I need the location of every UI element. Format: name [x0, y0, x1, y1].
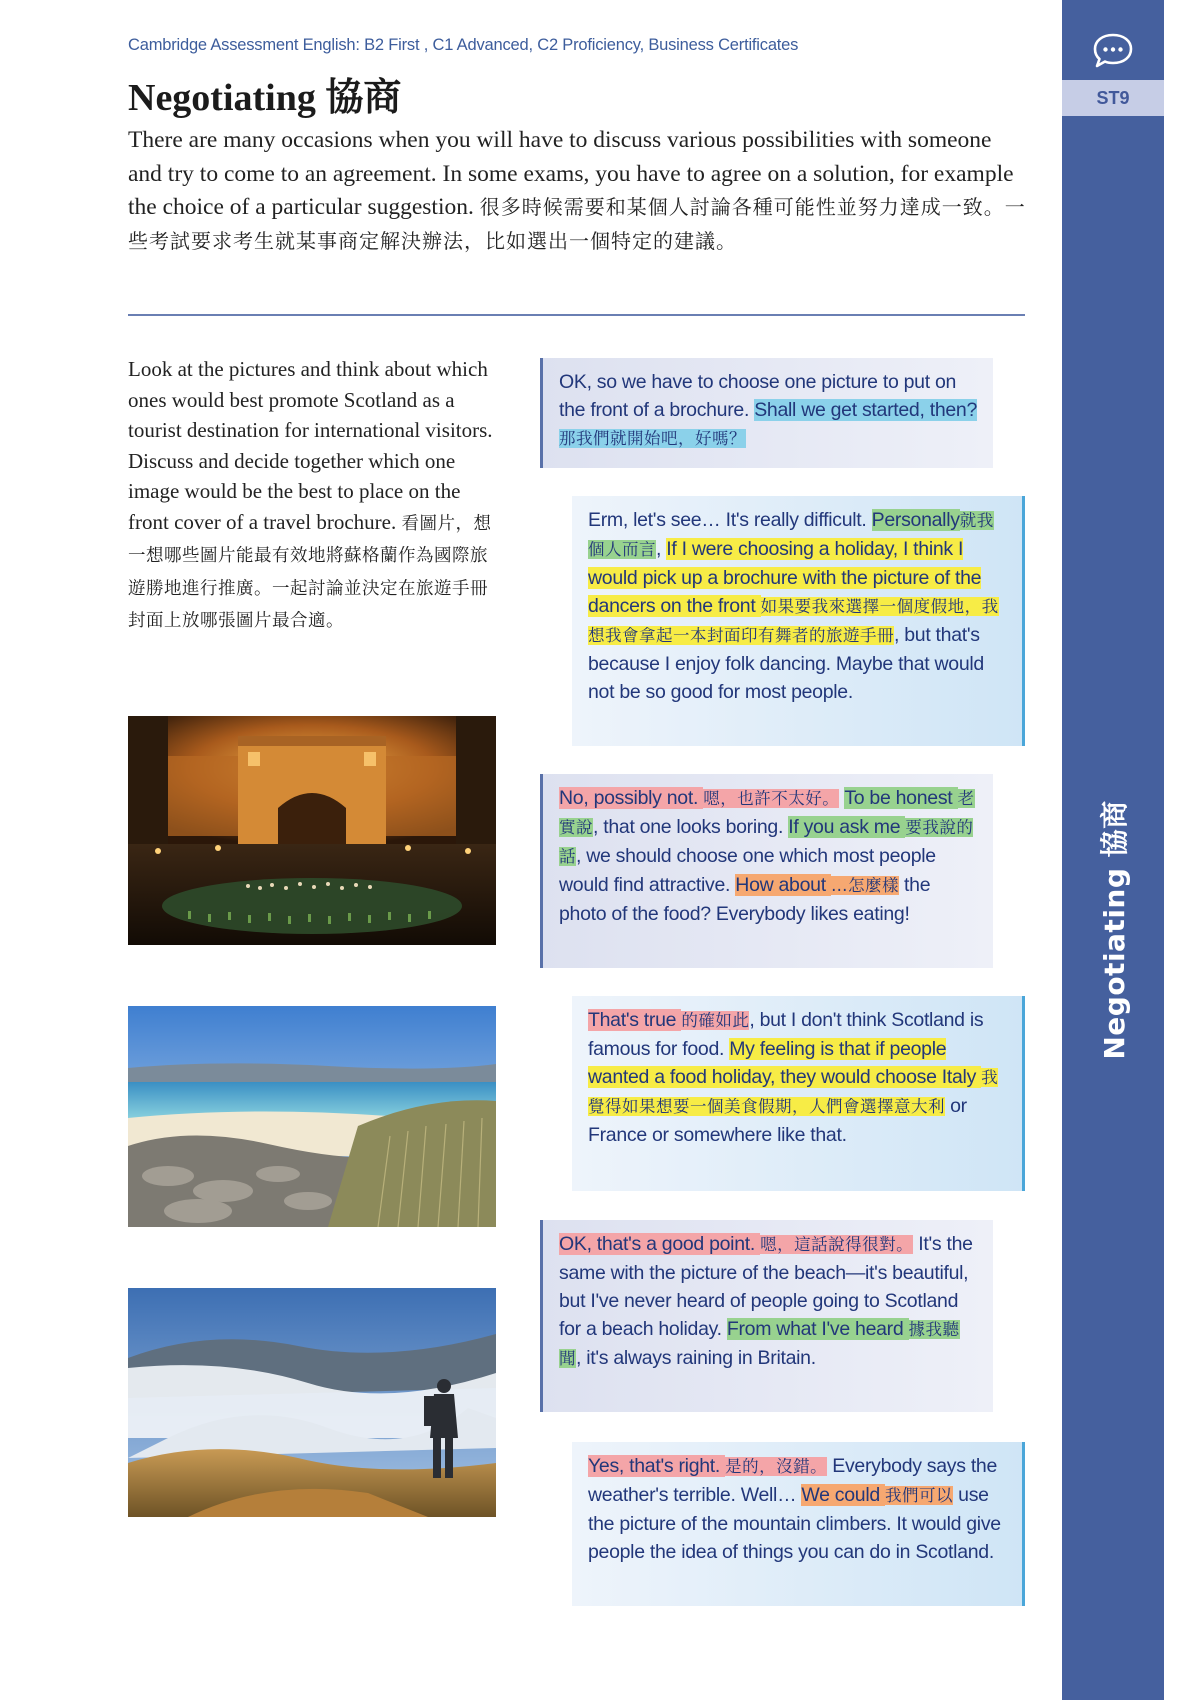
highlight-translation: 我們可以: [885, 1486, 954, 1505]
vertical-section-title: Negotiating 協商: [1098, 800, 1131, 1060]
highlight-translation: …怎麼樣: [830, 876, 899, 895]
highlight-translation: 如果要我來選擇一個度假地，我想我會拿起一本封面印有舞者的旅遊手冊: [588, 597, 999, 645]
dialogue-text: the photo of the food? Everybody likes eating!: [559, 874, 931, 925]
dialogue-text: , but that's because I enjoy folk dancing. Maybe that would not be so good for most people.: [588, 624, 984, 703]
dialogue-text: , we should choose one which most people would find attractive.: [559, 845, 936, 896]
task-english: Look at the pictures and think about which ones would best promote Scotland as a tourist destination for international visitors. Discuss and decide together which one image would be the best to place on the front cover of a travel brochure.: [128, 357, 493, 534]
dialogue-box-2: [572, 496, 1025, 746]
highlight-translation: 我覺得如果想要一個美食假期，人們會選擇意大利: [588, 1068, 999, 1116]
highlight-translation: 的確如此: [681, 1011, 750, 1030]
intro-paragraph: [128, 124, 1028, 258]
intro-chinese: 很多時候需要和某個人討論各種可能性並努力達成一致。一些考試要求考生就某事商定解決辦法，比如選出一個特定的建議。: [128, 195, 1026, 253]
highlight-translation: 那我們就開始吧，好嗎？: [559, 429, 746, 448]
task-chinese: 看圖片，想一想哪些圖片能最有效地將蘇格蘭作為國際旅遊勝地進行推廣。一起討論並決定在旅遊手冊封面上放哪張圖片最合適。: [128, 513, 492, 631]
dialogue-text: use the picture of the mountain climbers. It would give people the idea of things you can do in Scotland.: [588, 1484, 1001, 1563]
dialogue-text: OK, so we have to choose one picture to put on the front of a brochure.: [559, 371, 957, 421]
page-title: Negotiating 協商: [128, 77, 402, 119]
dialogue-text: ,: [656, 538, 667, 560]
highlight-phrase: Shall we get started, then?: [754, 399, 978, 421]
dialogue-text: Everybody says the weather's terrible. Well…: [588, 1455, 998, 1506]
highlight-phrase: Yes, that's right.: [588, 1455, 726, 1477]
highlight-phrase: No, possibly not.: [559, 787, 704, 809]
highlight-phrase: OK, that's a good point.: [559, 1233, 761, 1255]
speech-bubble-icon: [1062, 24, 1164, 78]
dialogue-box-4: [572, 996, 1025, 1191]
highlight-translation: 嗯，這話說得很對。: [760, 1235, 914, 1254]
highlight-translation: 老實說: [559, 789, 975, 837]
highlight-phrase: If I were choosing a holiday, I think I would pick up a brochure with the picture of the dancers on the front: [588, 538, 982, 617]
task-instructions: [128, 354, 500, 637]
mountain-climber-photo: [128, 1288, 496, 1517]
intro-english: There are many occasions when you will have to discuss various possibilities with someone and try to come to an agreement. In some exams, you have to agree on a solution, for example the choice of a particular suggestion.: [128, 127, 1014, 220]
highlight-phrase: From what I've heard: [726, 1318, 909, 1340]
dialogue-text: or France or somewhere like that.: [588, 1095, 967, 1146]
highlight-phrase: If you ask me: [788, 816, 906, 838]
dialogue-box-5: [540, 1220, 993, 1412]
dialogue-text: It's the same with the picture of the beach—it's beautiful, but I've never heard of people going to Scotland for a beach holiday.: [559, 1233, 973, 1340]
section-code-badge: ST9: [1062, 80, 1164, 116]
highlight-phrase: My feeling is that if people wanted a food holiday, they would choose Italy: [588, 1038, 982, 1088]
highlight-phrase: How about: [735, 874, 831, 896]
dialogue-box-6: [572, 1442, 1025, 1606]
dialogue-text: Erm, let's see… It's really difficult.: [588, 509, 872, 531]
series-title: Cambridge Assessment English: B2 First , C1 Advanced, C2 Proficiency, Business Certificates: [128, 36, 799, 54]
dialogue-text: , that one looks boring.: [593, 816, 789, 838]
highlight-translation: 是的，沒錯。: [725, 1457, 828, 1476]
highlight-translation: 據我聽聞: [559, 1320, 960, 1368]
highlight-phrase: That's true: [588, 1009, 682, 1031]
dialogue-box-3: [540, 774, 993, 968]
highlight-phrase: To be honest: [844, 787, 958, 809]
highlight-phrase: We could: [801, 1484, 886, 1506]
highlight-phrase: Personally: [871, 509, 960, 531]
section-divider: [128, 314, 1025, 316]
highlight-translation: 要我說的話: [559, 818, 974, 866]
highlight-translation: 就我個人而言: [588, 511, 994, 559]
dialogue-box-1: [540, 358, 993, 468]
dialogue-text: , it's always raining in Britain.: [576, 1347, 816, 1369]
edinburgh-castle-tattoo-photo: [128, 716, 496, 945]
dialogue-text: , but I don't think Scotland is famous for food.: [588, 1009, 984, 1060]
scottish-beach-photo: [128, 1006, 496, 1227]
highlight-translation: 嗯，也許不太好。: [703, 789, 840, 808]
